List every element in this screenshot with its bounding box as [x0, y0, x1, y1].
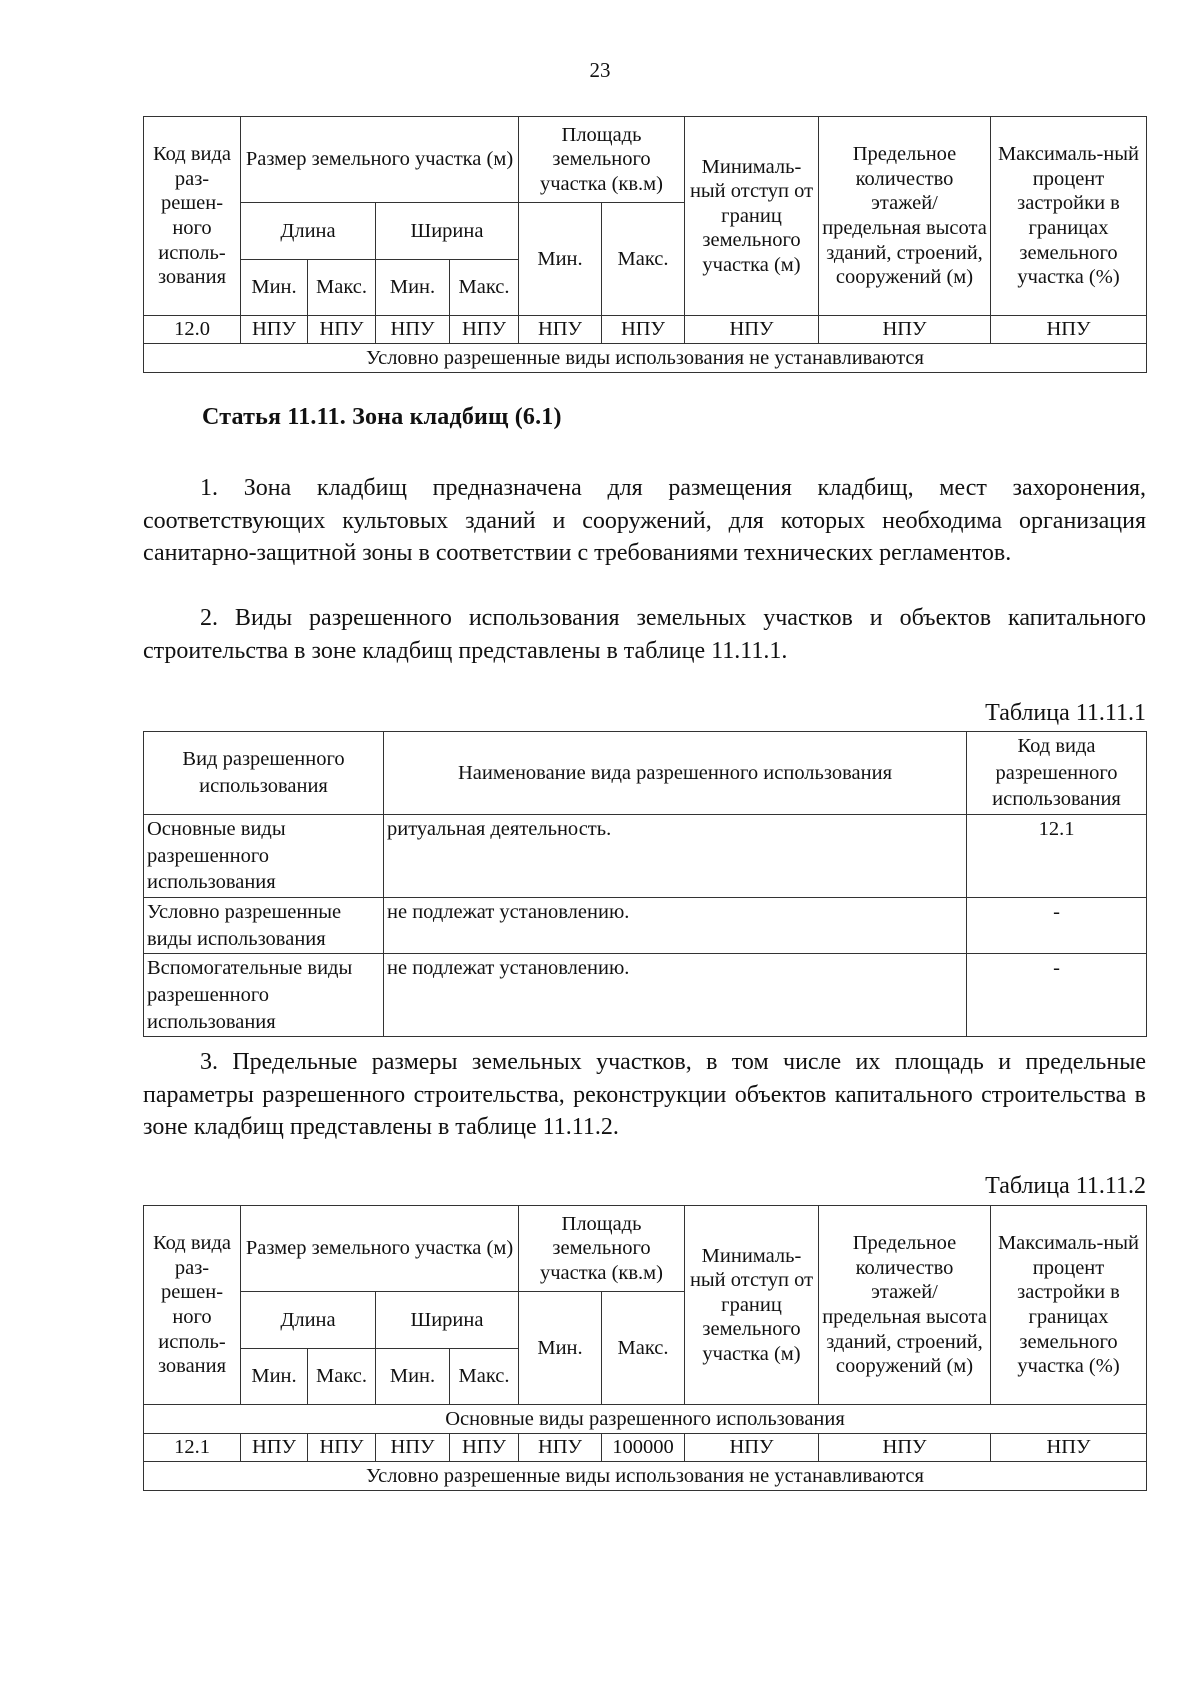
header-use-code: Код вида разрешенного использования	[967, 732, 1147, 815]
cell-length-min: НПУ	[241, 316, 308, 344]
row-type: Основные виды разрешенного использования	[144, 815, 384, 898]
paragraph-3: 3. Предельные размеры земельных участков, в том числе их площадь и предельные параметры разрешенного строительства, реконструкции объектов капитального строительства в зоне кладбищ представлены в таблице 11.11.2.	[143, 1049, 1146, 1140]
cell-area-min: НПУ	[519, 1434, 602, 1462]
cell-area-max: 100000	[602, 1434, 685, 1462]
header-length-max: Макс.	[308, 1349, 376, 1405]
header-size: Размер земельного участка (м)	[241, 1206, 519, 1292]
table-caption-11-11-1: Таблица 11.11.1	[985, 700, 1146, 726]
header-area-max: Макс.	[602, 203, 685, 316]
header-length-max: Макс.	[308, 260, 376, 316]
params-table-11-11-2	[143, 1205, 1147, 1491]
cell-coverage: НПУ	[991, 316, 1147, 344]
header-use-name: Наименование вида разрешенного использования	[384, 732, 967, 815]
cell-floors: НПУ	[819, 316, 991, 344]
cell-length-min: НПУ	[241, 1434, 308, 1462]
header-size: Размер земельного участка (м)	[241, 117, 519, 203]
table-row	[144, 898, 1147, 954]
row-code: -	[967, 898, 1147, 954]
header-floors: Предельное количество этажей/ предельная высота зданий, строений, сооружений (м)	[819, 117, 991, 316]
cell-width-max: НПУ	[450, 316, 519, 344]
cell-width-max: НПУ	[450, 1434, 519, 1462]
cell-coverage: НПУ	[991, 1434, 1147, 1462]
table-row	[144, 316, 1147, 344]
cell-floors: НПУ	[819, 1434, 991, 1462]
params-table-continuation	[143, 116, 1147, 373]
header-width: Ширина	[376, 1292, 519, 1349]
row-type: Условно разрешенные виды использования	[144, 898, 384, 954]
header-floors: Предельное количество этажей/ предельная высота зданий, строений, сооружений (м)	[819, 1206, 991, 1405]
row-code: 12.1	[967, 815, 1147, 898]
header-area-max: Макс.	[602, 1292, 685, 1405]
row-name: ритуальная деятельность.	[384, 815, 967, 898]
cell-setback: НПУ	[685, 1434, 819, 1462]
cell-setback: НПУ	[685, 316, 819, 344]
header-length-min: Мин.	[241, 1349, 308, 1405]
header-coverage: Максималь-ный процент застройки в границах земельного участка (%)	[991, 117, 1147, 316]
header-width-max: Макс.	[450, 260, 519, 316]
table-section-label: Основные виды разрешенного использования	[144, 1405, 1147, 1434]
table-note: Условно разрешенные виды использования не устанавливаются	[144, 344, 1147, 373]
table-row	[144, 815, 1147, 898]
uses-table-11-11-1	[143, 731, 1147, 1037]
header-width-max: Макс.	[450, 1349, 519, 1405]
header-length-min: Мин.	[241, 260, 308, 316]
header-coverage: Максималь-ный процент застройки в границах земельного участка (%)	[991, 1206, 1147, 1405]
row-type: Вспомогательные виды разрешенного использования	[144, 954, 384, 1037]
row-code: -	[967, 954, 1147, 1037]
header-area: Площадь земельного участка (кв.м)	[519, 1206, 685, 1292]
article-heading: Статья 11.11. Зона кладбищ (6.1)	[202, 404, 562, 430]
header-width: Ширина	[376, 203, 519, 260]
header-length: Длина	[241, 203, 376, 260]
header-code: Код вида раз-решен-ного исполь-зования	[144, 117, 241, 316]
cell-width-min: НПУ	[376, 1434, 450, 1462]
header-setback: Минималь-ный отступ от границ земельного участка (м)	[685, 117, 819, 316]
page-number: 23	[589, 58, 611, 82]
paragraph-1: 1. Зона кладбищ предназначена для размещения кладбищ, мест захоронения, соответствующих культовых зданий и сооружений, для которых необходима организация санитарно-защитной зоны в соответствии с требованиями технических регламентов.	[143, 475, 1146, 566]
table-caption-11-11-2: Таблица 11.11.2	[985, 1173, 1146, 1199]
header-area-min: Мин.	[519, 1292, 602, 1405]
header-area-min: Мин.	[519, 203, 602, 316]
row-name: не подлежат установлению.	[384, 898, 967, 954]
table-note: Условно разрешенные виды использования не устанавливаются	[144, 1462, 1147, 1491]
header-length: Длина	[241, 1292, 376, 1349]
cell-length-max: НПУ	[308, 316, 376, 344]
header-use-type: Вид разрешенного использования	[144, 732, 384, 815]
cell-code: 12.0	[144, 316, 241, 344]
table-row	[144, 954, 1147, 1037]
paragraph-2: 2. Виды разрешенного использования земельных участков и объектов капитального строительства в зоне кладбищ представлены в таблице 11.11.1.	[143, 605, 1146, 664]
header-area: Площадь земельного участка (кв.м)	[519, 117, 685, 203]
header-code: Код вида раз-решен-ного исполь-зования	[144, 1206, 241, 1405]
header-width-min: Мин.	[376, 1349, 450, 1405]
cell-length-max: НПУ	[308, 1434, 376, 1462]
header-width-min: Мин.	[376, 260, 450, 316]
table-row	[144, 1434, 1147, 1462]
cell-width-min: НПУ	[376, 316, 450, 344]
cell-area-max: НПУ	[602, 316, 685, 344]
cell-area-min: НПУ	[519, 316, 602, 344]
header-setback: Минималь-ный отступ от границ земельного участка (м)	[685, 1206, 819, 1405]
cell-code: 12.1	[144, 1434, 241, 1462]
row-name: не подлежат установлению.	[384, 954, 967, 1037]
